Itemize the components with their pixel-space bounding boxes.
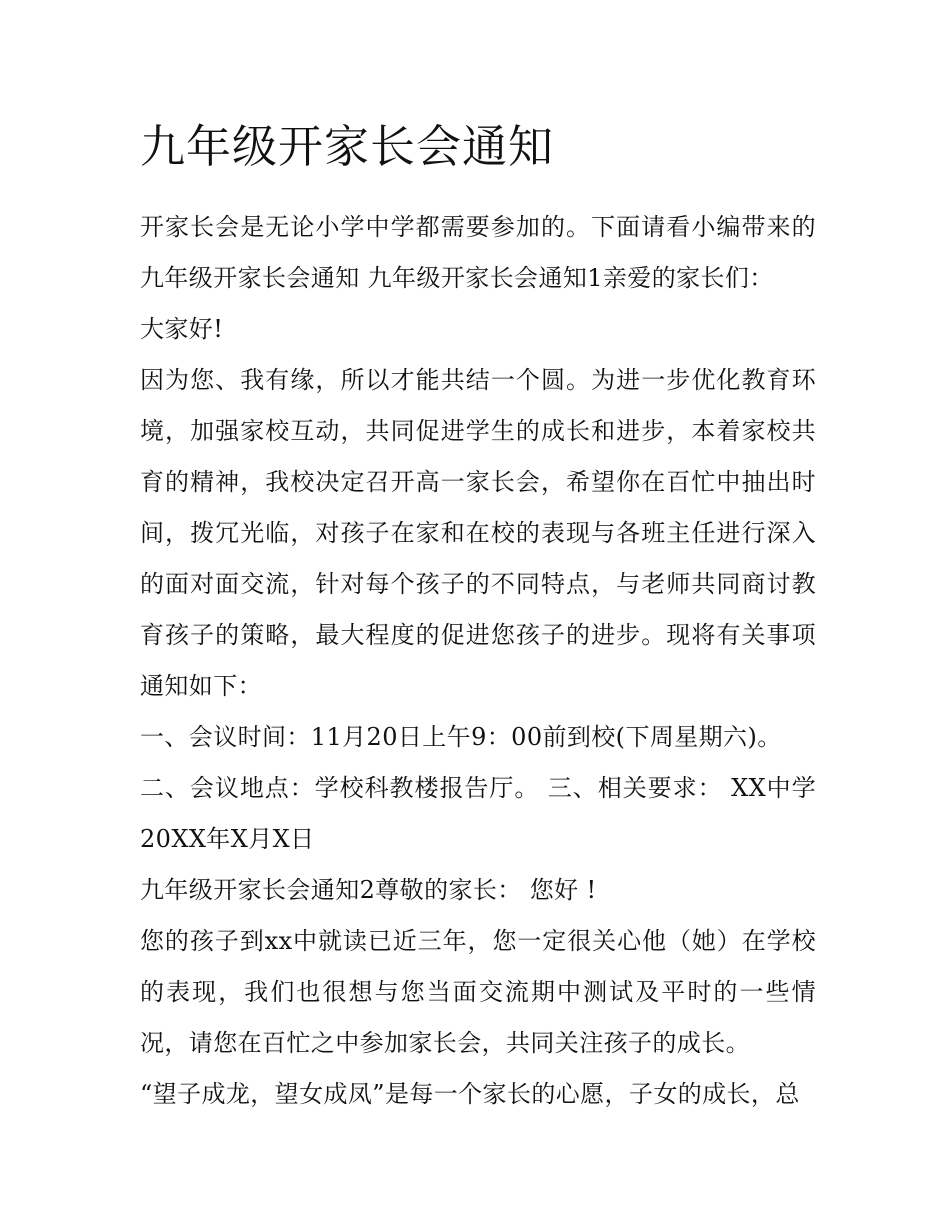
paragraph-notice-2-continued: “望子成龙，望女成凤”是每一个家长的心愿，子女的成长，总 [140, 1080, 800, 1108]
paragraph-meeting-time: 一、会议时间：11月20日上午9：00前到校(下周星期六)。 [140, 723, 782, 751]
paragraph-intro: 开家长会是无论小学中学都需要参加的。下面请看小编带来的九年级开家长会通知 九年级开家长会通知1亲爱的家长们： [140, 213, 816, 292]
paragraph-meeting-location: 二、会议地点：学校科教楼报告厅。 三、相关要求： XX中学20XX年X月X日 [140, 774, 816, 853]
paragraph-notice-2-body: 您的孩子到xx中就读已近三年，您一定很关心他（她）在学校的表现，我们也很想与您当面交流期中测试及平时的一些情况，请您在百忙之中参加家长会，共同关注孩子的成长。 [140, 927, 816, 1057]
paragraph-notice-2-greeting: 九年级开家长会通知2尊敬的家长： 您好 ! [140, 876, 597, 904]
paragraph-greeting: 大家好! [140, 315, 224, 343]
document-title: 九年级开家长会通知 [140, 120, 555, 173]
document-page [140, 112, 816, 1120]
paragraph-body: 因为您、我有缘，所以才能共结一个圆。为进一步优化教育环境，加强家校互动，共同促进学生的成长和进步，本着家校共育的精神，我校决定召开高一家长会，希望你在百忙中抽出时间，拨冗光临，对孩子在家和在校的表现与各班主任进行深入的面对面交流，针对每个孩子的不同特点，与老师共同商讨教育孩子的策略，最大程度的促进您孩子的进步。现将有关事项通知如下： [140, 366, 816, 700]
